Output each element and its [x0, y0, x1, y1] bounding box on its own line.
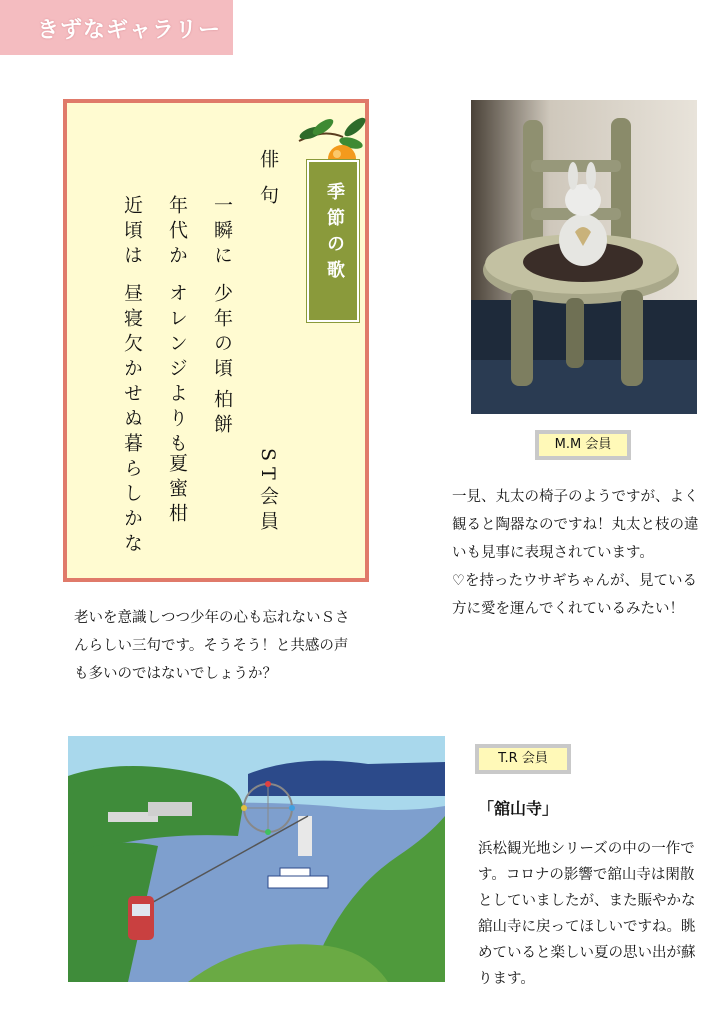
page-title: きずなギャラリー: [37, 18, 222, 43]
haiku-card: [63, 99, 369, 582]
season-label: 季節の歌: [324, 182, 345, 286]
kanzanji-painting-image: [68, 736, 445, 982]
painting-caption-line: 浜松観光地シリーズの中の一作で: [478, 841, 695, 857]
haiku-line-1-part1: 一瞬に: [211, 195, 233, 270]
haiku-line-2-part3: 夏蜜柑: [166, 453, 188, 528]
haiku-author: ST会員: [257, 448, 279, 536]
photo-caption-line: 観ると陶器なのですね！丸太と枝の違: [452, 517, 699, 533]
ceramic-chair-photo: [471, 100, 697, 414]
haiku-label-bottom: 句: [257, 185, 279, 210]
haiku-line-2-part2: オレンジよりも: [166, 283, 188, 458]
haiku-line-3-part2: 昼寝欠かせぬ: [121, 283, 143, 433]
kanzanji-painting: [68, 736, 445, 982]
haiku-line-1-part2: 少年の頃: [211, 283, 233, 383]
painting-caption-line: ります。: [478, 971, 535, 987]
photo-caption: [452, 483, 718, 623]
haiku-caption-line: 老いを意識しつつ少年の心も忘れないＳさ: [74, 610, 350, 626]
haiku-line-1-part3: 柏餅: [211, 389, 233, 439]
haiku-label-top: 俳: [257, 149, 279, 174]
painting-caption: [478, 836, 718, 992]
page-header-banner: [0, 0, 233, 55]
member-tag-mm: M.M 会員: [535, 430, 631, 460]
painting-title: 「舘山寺」: [478, 799, 559, 818]
painting-caption-line: としていましたが、また賑やかな: [478, 893, 696, 909]
member-tag-tr: T.R 会員: [475, 744, 571, 774]
haiku-line-3-part3: 暮らしかな: [121, 433, 143, 558]
ceramic-chair-image: [471, 100, 697, 414]
painting-caption-line: 舘山寺に戻ってほしいですね。眺: [478, 919, 696, 935]
photo-caption-line: 一見、丸太の椅子のようですが、よく: [452, 489, 699, 505]
haiku-caption-line: も多いのではないでしょうか？: [74, 666, 277, 682]
painting-caption-line: す。コロナの影響で舘山寺は閑散: [478, 867, 695, 883]
season-label-box: [307, 160, 359, 322]
haiku-caption: [74, 604, 394, 688]
haiku-line-3-part1: 近頃は: [121, 195, 143, 270]
photo-caption-line: 方に愛を運んでくれているみたい！: [452, 601, 684, 617]
photo-caption-line: いも見事に表現されています。: [452, 545, 654, 561]
haiku-line-2-part1: 年代か: [166, 195, 188, 270]
photo-caption-line: ♡を持ったウサギちゃんが、見ている: [452, 573, 697, 589]
haiku-caption-line: んらしい三句です。そうそう！と共感の声: [74, 638, 349, 654]
painting-caption-line: めていると楽しい夏の思い出が蘇: [478, 945, 696, 961]
